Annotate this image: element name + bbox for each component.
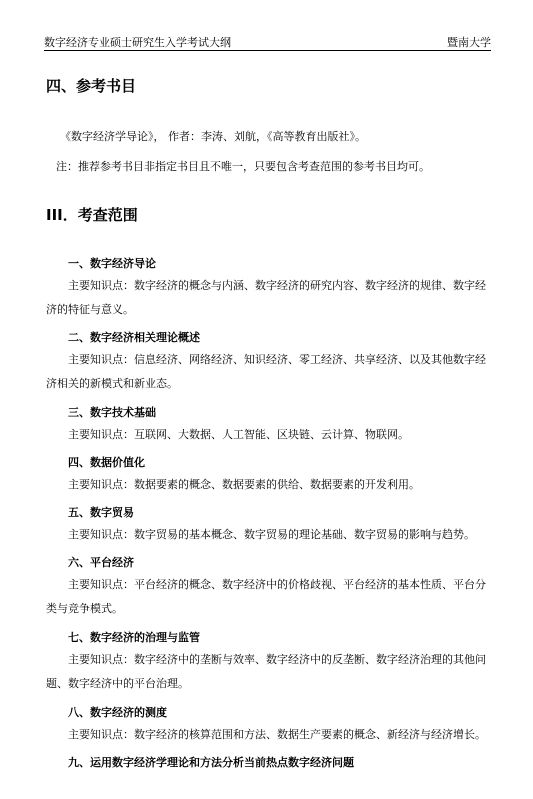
topic-4-title: 四、数据价值化 bbox=[68, 456, 145, 469]
topic-6-content: 主要知识点：平台经济的概念、数字经济中的价格歧视、平台经济的基本性质、平台分类与竞争模式。 bbox=[46, 578, 486, 615]
reference-note: 注：推荐参考书目非指定书目且不唯一，只要包含考查范围的参考书目均可。 bbox=[56, 160, 430, 173]
topic-2-title: 二、数字经济相关理论概述 bbox=[68, 331, 200, 344]
topic-4-content: 主要知识点：数据要素的概念、数据要素的供给、数据要素的开发利用。 bbox=[68, 478, 420, 491]
topic-3-content: 主要知识点：互联网、大数据、人工智能、区块链、云计算、物联网。 bbox=[68, 428, 409, 441]
section-scope-title: III．考查范围 bbox=[46, 206, 138, 224]
topic-8-content: 主要知识点：数字经济的核算范围和方法、数据生产要素的概念、新经济与经济增长。 bbox=[68, 728, 486, 741]
header-university: 暨南大学 bbox=[447, 36, 491, 49]
topic-3-title: 三、数字技术基础 bbox=[68, 406, 156, 419]
topic-6-title: 六、平台经济 bbox=[68, 556, 134, 569]
reference-book: 《数字经济学导论》， 作者：李涛、刘航，《高等教育出版社》。 bbox=[60, 130, 366, 143]
section-references-title: 四、参考书目 bbox=[46, 77, 137, 95]
topic-1-content: 主要知识点：数字经济的概念与内涵、数字经济的研究内容、数字经济的规律、数字经济的特征与意义。 bbox=[46, 279, 486, 316]
topic-7-content: 主要知识点：数字经济中的垄断与效率、数字经济中的反垄断、数字经济治理的其他问题、数字经济中的平台治理。 bbox=[46, 653, 486, 690]
header-doc-title: 数字经济专业硕士研究生入学考试大纲 bbox=[44, 36, 231, 49]
topic-9-title: 九、运用数字经济学理论和方法分析当前热点数字经济问题 bbox=[68, 756, 354, 769]
topic-7-title: 七、数字经济的治理与监管 bbox=[68, 631, 200, 644]
topic-8-title: 八、数字经济的测度 bbox=[68, 706, 167, 719]
topic-5-title: 五、数字贸易 bbox=[68, 506, 134, 519]
page-header bbox=[44, 34, 491, 51]
topic-1-title: 一、数字经济导论 bbox=[68, 257, 156, 270]
topic-5-content: 主要知识点：数字贸易的基本概念、数字贸易的理论基础、数字贸易的影响与趋势。 bbox=[68, 528, 475, 541]
topic-2-content: 主要知识点：信息经济、网络经济、知识经济、零工经济、共享经济、以及其他数字经济相关的新模式和新业态。 bbox=[46, 353, 486, 390]
